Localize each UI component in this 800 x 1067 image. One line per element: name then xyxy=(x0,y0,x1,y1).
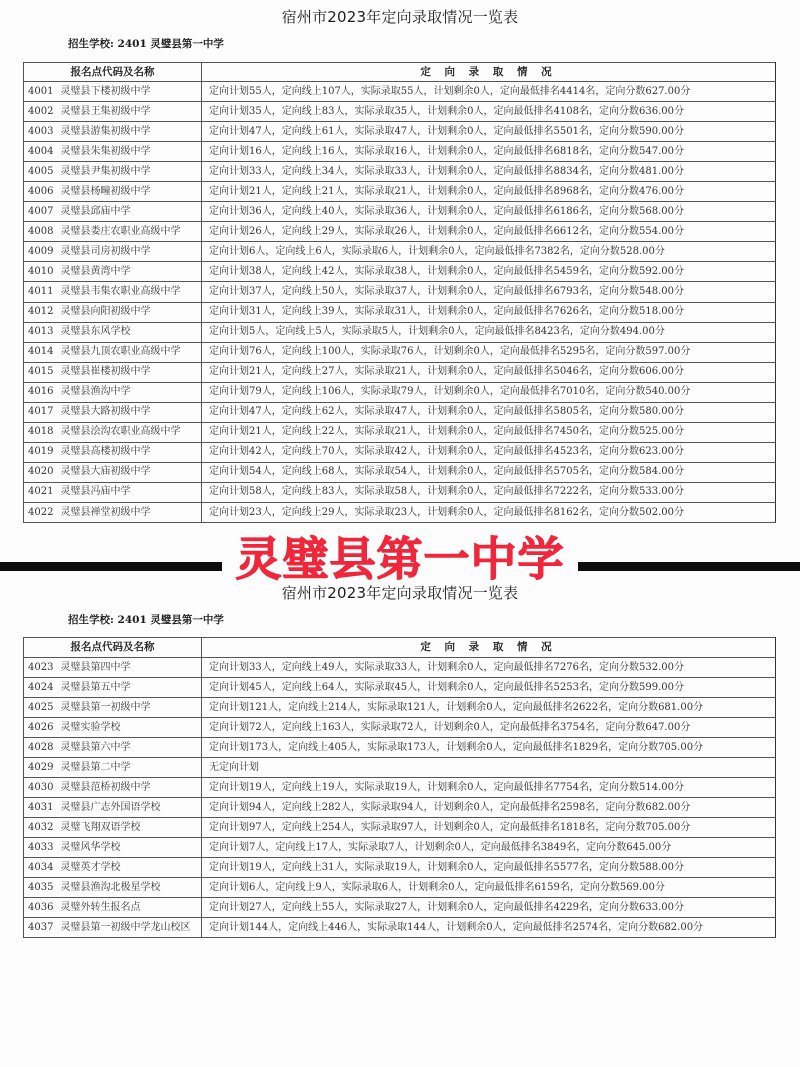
cell-admission-detail: 定向计划6人，定向线上6人，实际录取6人，计划剩余0人，定向最低排名7382名，定向分数528.00分 xyxy=(202,242,776,262)
cell-admission-detail: 定向计划5人，定向线上5人，实际录取5人，计划剩余0人，定向最低排名8423名，定向分数494.00分 xyxy=(202,322,776,342)
table-row xyxy=(24,878,776,898)
table-row xyxy=(24,102,776,122)
site-code: 4009 xyxy=(28,245,54,257)
site-name: 灵璧县冯庙中学 xyxy=(60,486,131,498)
cell-code-name xyxy=(24,322,202,342)
site-code: 4010 xyxy=(28,265,54,277)
table-row xyxy=(24,778,776,798)
table-row xyxy=(24,262,776,282)
cell-code-name xyxy=(24,718,202,738)
table-row xyxy=(24,482,776,502)
site-name: 灵璧县王集初级中学 xyxy=(60,105,151,117)
table-row xyxy=(24,838,776,858)
cell-code-name xyxy=(24,382,202,402)
column-header-name: 报名点代码及名称 xyxy=(24,63,202,82)
table-row xyxy=(24,738,776,758)
cell-admission-detail: 定向计划55人，定向线上107人，实际录取55人，计划剩余0人，定向最低排名4414名，定向分数627.00分 xyxy=(202,82,776,102)
table-row xyxy=(24,858,776,878)
table-row xyxy=(24,282,776,302)
page-title: 宿州市2023年定向录取情况一览表 xyxy=(281,584,519,602)
table-row xyxy=(24,82,776,102)
site-code: 4020 xyxy=(28,466,54,478)
site-name: 灵璧县渔沟北极星学校 xyxy=(60,881,161,893)
table-row xyxy=(24,698,776,718)
cell-code-name xyxy=(24,898,202,918)
site-code: 4025 xyxy=(28,701,54,713)
site-name: 灵璧县第六中学 xyxy=(60,741,131,753)
site-code: 4019 xyxy=(28,446,54,458)
site-name: 灵璧县九顶农职业高级中学 xyxy=(60,346,181,358)
table-row xyxy=(24,122,776,142)
cell-code-name xyxy=(24,422,202,442)
cell-admission-detail: 定向计划19人，定向线上31人，实际录取19人，计划剩余0人，定向最低排名5577名，定向分数588.00分 xyxy=(202,858,776,878)
site-code: 4016 xyxy=(28,386,54,398)
site-name: 灵璧县司房初级中学 xyxy=(60,245,151,257)
column-header-name: 报名点代码及名称 xyxy=(24,638,202,658)
site-code: 4018 xyxy=(28,426,54,438)
cell-code-name xyxy=(24,858,202,878)
cell-admission-detail: 无定向计划 xyxy=(202,758,776,778)
cell-admission-detail: 定向计划19人，定向线上19人，实际录取19人，计划剩余0人，定向最低排名7754名，定向分数514.00分 xyxy=(202,778,776,798)
table-row xyxy=(24,462,776,482)
site-name: 灵璧县大路初级中学 xyxy=(60,406,151,418)
table-row xyxy=(24,322,776,342)
cell-admission-detail: 定向计划6人，定向线上9人，实际录取6人，计划剩余0人，定向最低排名6159名，定向分数569.00分 xyxy=(202,878,776,898)
table-row xyxy=(24,422,776,442)
site-name: 灵璧县广志外国语学校 xyxy=(60,801,161,813)
site-name: 灵璧县崔楼初级中学 xyxy=(60,366,151,378)
cell-admission-detail: 定向计划54人，定向线上68人，实际录取54人，计划剩余0人，定向最低排名5705名，定向分数584.00分 xyxy=(202,462,776,482)
cell-code-name xyxy=(24,698,202,718)
cell-admission-detail: 定向计划173人，定向线上405人，实际录取173人，计划剩余0人，定向最低排名1829名，定向分数705.00分 xyxy=(202,738,776,758)
column-header-detail: 定 向 录 取 情 况 xyxy=(202,638,776,658)
site-name: 灵璧县范桥初级中学 xyxy=(60,781,151,793)
site-name: 灵璧县大庙初级中学 xyxy=(60,466,151,478)
table-row xyxy=(24,442,776,462)
cell-code-name xyxy=(24,82,202,102)
table-row xyxy=(24,302,776,322)
cell-code-name xyxy=(24,362,202,382)
cell-admission-detail: 定向计划121人，定向线上214人，实际录取121人，计划剩余0人，定向最低排名2622名，定向分数681.00分 xyxy=(202,698,776,718)
site-name: 灵璧县尹集初级中学 xyxy=(60,165,151,177)
cell-code-name xyxy=(24,242,202,262)
cell-code-name xyxy=(24,678,202,698)
site-code: 4008 xyxy=(28,225,54,237)
cell-admission-detail: 定向计划58人，定向线上83人，实际录取58人，计划剩余0人，定向最低排名7222名，定向分数533.00分 xyxy=(202,482,776,502)
cell-code-name xyxy=(24,502,202,522)
cell-admission-detail: 定向计划47人，定向线上61人，实际录取47人，计划剩余0人，定向最低排名5501名，定向分数590.00分 xyxy=(202,122,776,142)
site-name: 灵璧县高楼初级中学 xyxy=(60,446,151,458)
cell-admission-detail: 定向计划21人，定向线上21人，实际录取21人，计划剩余0人，定向最低排名8968名，定向分数476.00分 xyxy=(202,182,776,202)
site-name: 灵璧县第二中学 xyxy=(60,761,131,773)
table-row xyxy=(24,758,776,778)
cell-admission-detail: 定向计划79人，定向线上106人，实际录取79人，计划剩余0人，定向最低排名7010名，定向分数540.00分 xyxy=(202,382,776,402)
site-code: 4022 xyxy=(28,506,54,518)
table-row xyxy=(24,142,776,162)
cell-code-name xyxy=(24,182,202,202)
cell-code-name xyxy=(24,142,202,162)
table-row xyxy=(24,898,776,918)
school-banner: 灵璧县第一中学 xyxy=(235,532,565,586)
cell-code-name xyxy=(24,162,202,182)
cell-admission-detail: 定向计划97人，定向线上254人，实际录取97人，计划剩余0人，定向最低排名1818名，定向分数705.00分 xyxy=(202,818,776,838)
cell-admission-detail: 定向计划33人，定向线上34人，实际录取33人，计划剩余0人，定向最低排名8834名，定向分数481.00分 xyxy=(202,162,776,182)
table-row xyxy=(24,382,776,402)
site-code: 4034 xyxy=(28,861,54,873)
table-row xyxy=(24,182,776,202)
cell-admission-detail: 定向计划36人，定向线上40人，实际录取36人，计划剩余0人，定向最低排名6186名，定向分数568.00分 xyxy=(202,202,776,222)
cell-code-name xyxy=(24,758,202,778)
cell-admission-detail: 定向计划21人，定向线上27人，实际录取21人，计划剩余0人，定向最低排名5046名，定向分数606.00分 xyxy=(202,362,776,382)
site-code: 4017 xyxy=(28,406,54,418)
cell-code-name xyxy=(24,818,202,838)
cell-admission-detail: 定向计划94人，定向线上282人，实际录取94人，计划剩余0人，定向最低排名2598名，定向分数682.00分 xyxy=(202,798,776,818)
site-code: 4006 xyxy=(28,185,54,197)
site-name: 灵璧县下楼初级中学 xyxy=(60,85,151,97)
cell-admission-detail: 定向计划33人，定向线上49人，实际录取33人，计划剩余0人，定向最低排名7276名，定向分数532.00分 xyxy=(202,658,776,678)
cell-code-name xyxy=(24,222,202,242)
cell-code-name xyxy=(24,878,202,898)
site-code: 4004 xyxy=(28,145,54,157)
table-body xyxy=(24,658,776,938)
cell-code-name xyxy=(24,918,202,938)
cell-code-name xyxy=(24,738,202,758)
cell-admission-detail: 定向计划38人，定向线上42人，实际录取38人，计划剩余0人，定向最低排名5459名，定向分数592.00分 xyxy=(202,262,776,282)
table-body xyxy=(24,82,776,523)
cell-code-name xyxy=(24,402,202,422)
column-header-detail: 定 向 录 取 情 况 xyxy=(202,63,776,82)
site-name: 灵璧县第四中学 xyxy=(60,661,131,673)
site-code: 4011 xyxy=(28,285,54,297)
school-label: 招生学校: 2401 灵璧县第一中学 xyxy=(68,614,224,626)
site-code: 4015 xyxy=(28,366,54,378)
site-code: 4012 xyxy=(28,306,54,318)
admission-table-1 xyxy=(23,62,776,523)
cell-admission-detail: 定向计划7人，定向线上17人，实际录取7人，计划剩余0人，定向最低排名3849名，定向分数645.00分 xyxy=(202,838,776,858)
table-row xyxy=(24,718,776,738)
site-code: 4028 xyxy=(28,741,54,753)
table-row xyxy=(24,242,776,262)
table-row xyxy=(24,502,776,522)
cell-code-name xyxy=(24,282,202,302)
site-code: 4036 xyxy=(28,901,54,913)
site-name: 灵璧县向阳初级中学 xyxy=(60,306,151,318)
table-row xyxy=(24,678,776,698)
cell-admission-detail: 定向计划31人，定向线上39人，实际录取31人，计划剩余0人，定向最低排名7626名，定向分数518.00分 xyxy=(202,302,776,322)
table-header-row xyxy=(24,638,776,658)
site-code: 4005 xyxy=(28,165,54,177)
school-label: 招生学校: 2401 灵璧县第一中学 xyxy=(68,38,224,50)
cell-code-name xyxy=(24,778,202,798)
site-code: 4037 xyxy=(28,921,54,933)
cell-code-name xyxy=(24,442,202,462)
site-name: 灵璧县游集初级中学 xyxy=(60,125,151,137)
cell-code-name xyxy=(24,122,202,142)
cell-admission-detail: 定向计划72人，定向线上163人，实际录取72人，计划剩余0人，定向最低排名3754名，定向分数647.00分 xyxy=(202,718,776,738)
site-code: 4024 xyxy=(28,681,54,693)
site-name: 灵璧英才学校 xyxy=(60,861,121,873)
cell-code-name xyxy=(24,262,202,282)
cell-code-name xyxy=(24,798,202,818)
site-code: 4030 xyxy=(28,781,54,793)
table-row xyxy=(24,798,776,818)
table-row xyxy=(24,222,776,242)
cell-code-name xyxy=(24,102,202,122)
cell-admission-detail: 定向计划23人，定向线上29人，实际录取23人，计划剩余0人，定向最低排名8162名，定向分数502.00分 xyxy=(202,502,776,522)
site-code: 4014 xyxy=(28,346,54,358)
cell-admission-detail: 定向计划27人，定向线上55人，实际录取27人，计划剩余0人，定向最低排名4229名，定向分数633.00分 xyxy=(202,898,776,918)
site-code: 4003 xyxy=(28,125,54,137)
site-code: 4032 xyxy=(28,821,54,833)
cell-code-name xyxy=(24,482,202,502)
table-row xyxy=(24,342,776,362)
site-code: 4023 xyxy=(28,661,54,673)
site-name: 灵璧县娄庄农职业高级中学 xyxy=(60,225,181,237)
site-code: 4031 xyxy=(28,801,54,813)
site-name: 灵璧外转生报名点 xyxy=(60,901,141,913)
site-name: 灵璧飞翔双语学校 xyxy=(60,821,141,833)
site-name: 灵璧县第一初级中学 xyxy=(60,701,151,713)
site-code: 4035 xyxy=(28,881,54,893)
page-title: 宿州市2023年定向录取情况一览表 xyxy=(281,8,519,26)
table-row xyxy=(24,658,776,678)
site-name: 灵璧县渔沟中学 xyxy=(60,386,131,398)
site-name: 灵璧县东风学校 xyxy=(60,326,131,338)
site-name: 灵璧县黄湾中学 xyxy=(60,265,131,277)
table-row xyxy=(24,362,776,382)
site-name: 灵璧风华学校 xyxy=(60,841,121,853)
site-code: 4001 xyxy=(28,85,54,97)
cell-code-name xyxy=(24,302,202,322)
site-code: 4021 xyxy=(28,486,54,498)
cell-admission-detail: 定向计划37人，定向线上50人，实际录取37人，计划剩余0人，定向最低排名6793名，定向分数548.00分 xyxy=(202,282,776,302)
cell-admission-detail: 定向计划47人，定向线上62人，实际录取47人，计划剩余0人，定向最低排名5805名，定向分数580.00分 xyxy=(202,402,776,422)
site-code: 4033 xyxy=(28,841,54,853)
table-row xyxy=(24,202,776,222)
cell-admission-detail: 定向计划76人，定向线上100人，实际录取76人，计划剩余0人，定向最低排名5295名，定向分数597.00分 xyxy=(202,342,776,362)
cell-code-name xyxy=(24,342,202,362)
cell-code-name xyxy=(24,838,202,858)
cell-code-name xyxy=(24,462,202,482)
site-name: 灵璧县第五中学 xyxy=(60,681,131,693)
site-name: 灵璧实验学校 xyxy=(60,721,121,733)
cell-admission-detail: 定向计划42人，定向线上70人，实际录取42人，计划剩余0人，定向最低排名4523名，定向分数623.00分 xyxy=(202,442,776,462)
site-name: 灵璧县韦集农职业高级中学 xyxy=(60,285,181,297)
site-name: 灵璧县杨疃初级中学 xyxy=(60,185,151,197)
table-row xyxy=(24,402,776,422)
cell-code-name xyxy=(24,658,202,678)
cell-code-name xyxy=(24,202,202,222)
table-row xyxy=(24,818,776,838)
table-header-row xyxy=(24,63,776,82)
site-name: 灵璧县第一初级中学龙山校区 xyxy=(60,921,191,933)
table-row xyxy=(24,162,776,182)
cell-admission-detail: 定向计划16人，定向线上16人，实际录取16人，计划剩余0人，定向最低排名6818名，定向分数547.00分 xyxy=(202,142,776,162)
site-code: 4007 xyxy=(28,205,54,217)
site-name: 灵璧县浍沟农职业高级中学 xyxy=(60,426,181,438)
site-name: 灵璧县禅堂初级中学 xyxy=(60,506,151,518)
table-row xyxy=(24,918,776,938)
site-code: 4026 xyxy=(28,721,54,733)
cell-admission-detail: 定向计划144人，定向线上446人，实际录取144人，计划剩余0人，定向最低排名2574名，定向分数682.00分 xyxy=(202,918,776,938)
cell-admission-detail: 定向计划45人，定向线上64人，实际录取45人，计划剩余0人，定向最低排名5253名，定向分数599.00分 xyxy=(202,678,776,698)
site-code: 4029 xyxy=(28,761,54,773)
admission-table-2 xyxy=(23,637,776,938)
cell-admission-detail: 定向计划21人，定向线上22人，实际录取21人，计划剩余0人，定向最低排名7450名，定向分数525.00分 xyxy=(202,422,776,442)
site-name: 灵璧县邱庙中学 xyxy=(60,205,131,217)
cell-admission-detail: 定向计划26人，定向线上29人，实际录取26人，计划剩余0人，定向最低排名6612名，定向分数554.00分 xyxy=(202,222,776,242)
cell-admission-detail: 定向计划35人，定向线上83人，实际录取35人，计划剩余0人，定向最低排名4108名，定向分数636.00分 xyxy=(202,102,776,122)
site-name: 灵璧县朱集初级中学 xyxy=(60,145,151,157)
site-code: 4002 xyxy=(28,105,54,117)
site-code: 4013 xyxy=(28,326,54,338)
